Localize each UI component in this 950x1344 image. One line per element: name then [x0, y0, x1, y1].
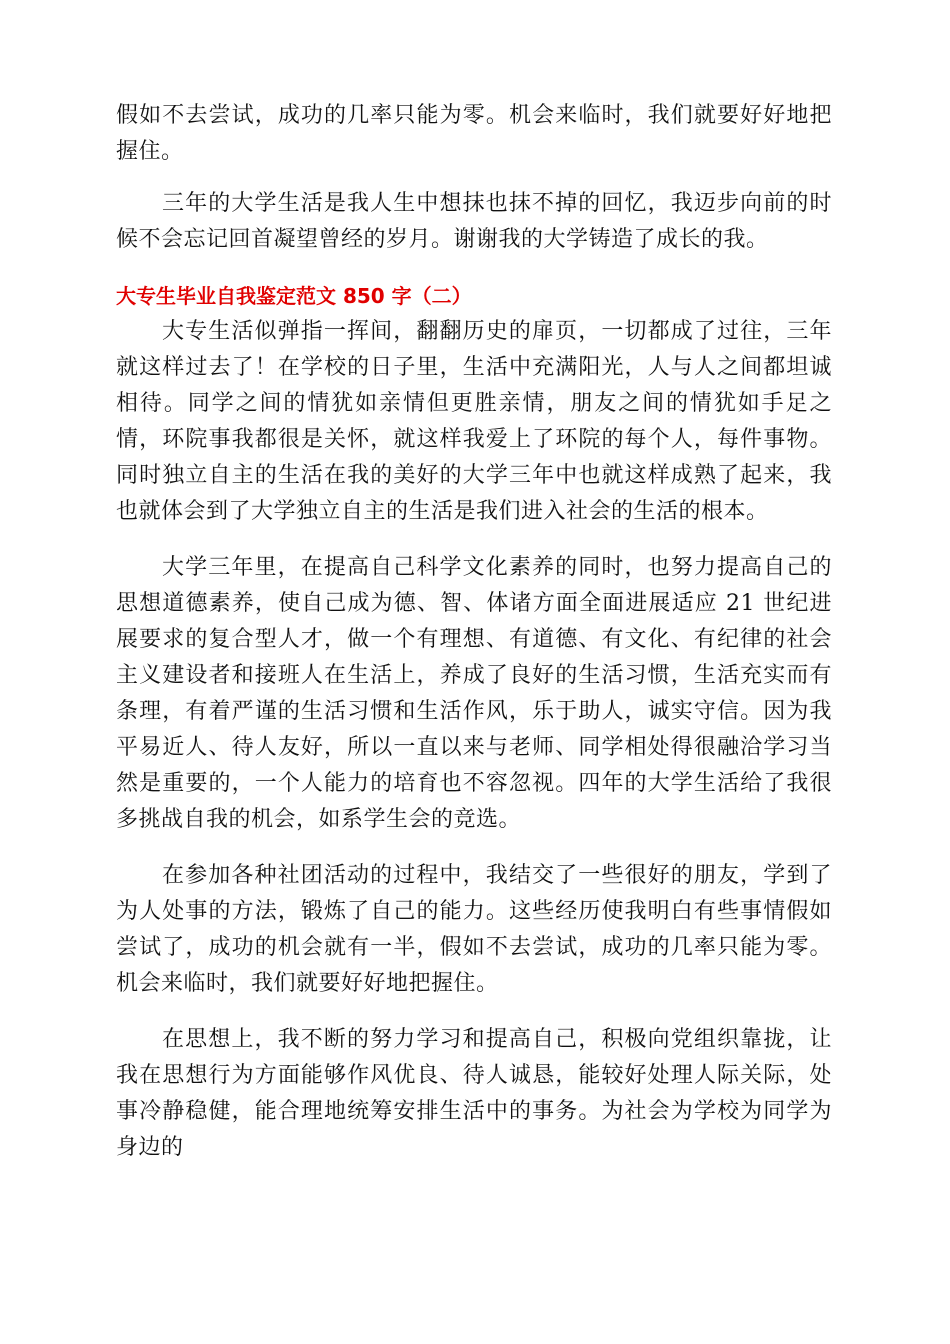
closing-paragraph: 三年的大学生活是我人生中想抹也抹不掉的回忆，我迈步向前的时候不会忘记回首凝望曾经的岁月。谢谢我的大学铸造了成长的我。: [116, 191, 832, 252]
body-paragraph-1: 大专生活似弹指一挥间，翻翻历史的扉页，一切都成了过往，三年就这样过去了！在学校的日子里，生活中充满阳光，人与人之间都坦诚相待。同学之间的情犹如亲情但更胜亲情，朋友之间的情犹如手足之情，环院事我都很是关怀，就这样我爱上了环院的每个人，每件事物。同时独立自主的生活在我的美好的大学三年中也就这样成熟了起来，我也就体会到了大学独立自主的生活是我们进入社会的生活的根本。: [116, 319, 832, 524]
body-paragraph-3: 在参加各种社团活动的过程中，我结交了一些很好的朋友，学到了为人处事的方法，锻炼了自己的能力。这些经历使我明白有些事情假如尝试了，成功的机会就有一半，假如不去尝试，成功的几率只能为零。机会来临时，我们就要好好地把握住。: [116, 863, 832, 996]
body-paragraph-4: 在思想上，我不断的努力学习和提高自己，积极向党组织靠拢，让我在思想行为方面能够作风优良、待人诚恳，能较好处理人际关际，处事冷静稳健，能合理地统筹安排生活中的事务。为社会为学校为同学为身边的: [116, 1027, 832, 1160]
body-paragraph-2: 大学三年里，在提高自己科学文化素养的同时，也努力提高自己的思想道德素养，使自己成为德、智、体诸方面全面进展适应 21 世纪进展要求的复合型人才，做一个有理想、有道德、有文化、有纪律的社会主义建设者和接班人在生活上，养成了良好的生活习惯，生活充实而有条理，有着严谨的生活习惯和生活作风，乐于助人，诚实守信。因为我平易近人、待人友好，所以一直以来与老师、同学相处得很融洽学习当然是重要的，一个人能力的培育也不容忽视。四年的大学生活给了我很多挑战自我的机会，如系学生会的竞选。: [116, 555, 832, 832]
document-page: [116, 98, 832, 1166]
continuation-paragraph: 假如不去尝试，成功的几率只能为零。机会来临时，我们就要好好地把握住。: [116, 103, 832, 164]
section-heading: 大专生毕业自我鉴定范文 850 字（二）: [116, 284, 472, 308]
